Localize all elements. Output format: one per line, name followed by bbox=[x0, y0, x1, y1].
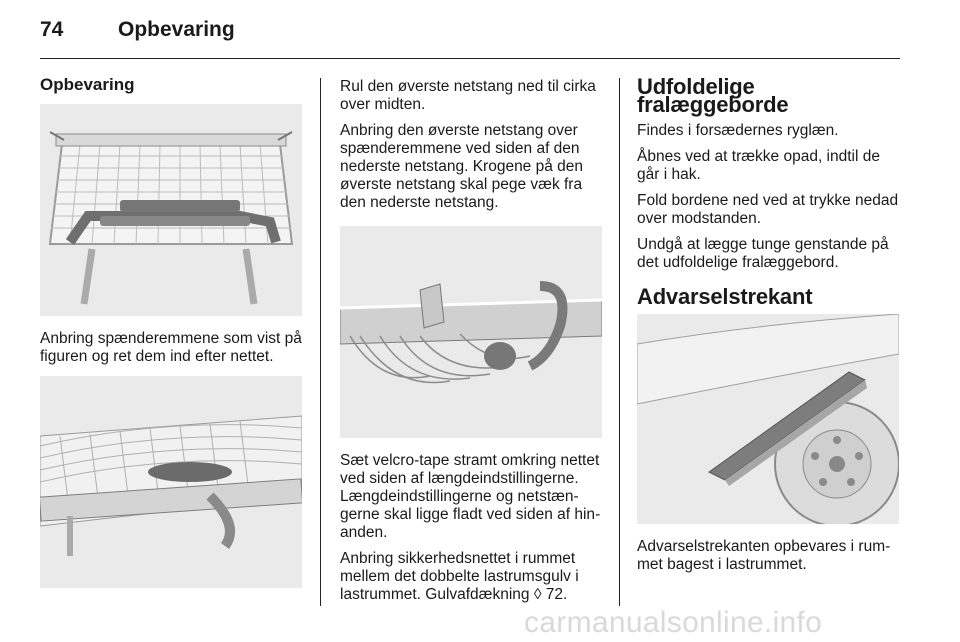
arrow-reference-icon: ◊ bbox=[533, 586, 542, 603]
illustration-velcro bbox=[340, 226, 602, 438]
section-heading: Opbevaring bbox=[40, 75, 135, 94]
header-rule bbox=[40, 58, 900, 59]
illustration-net-rolled bbox=[40, 376, 302, 588]
section-heading-tables: Udfoldelige fralæggeborde bbox=[637, 74, 789, 117]
column-divider-1 bbox=[320, 78, 321, 606]
page-title: Opbevaring bbox=[118, 18, 235, 41]
paragraph bbox=[340, 550, 602, 604]
page-reference: 72. bbox=[541, 586, 568, 603]
column-1 bbox=[40, 76, 305, 588]
paragraph-text: Anbring sikkerhedsnettet i rummet mellem det dobbelte lastrumsgulv i lastrummet. Gulvafdækning bbox=[340, 550, 579, 603]
figure-caption: Advarselstrekanten opbevares i rummet bagest i lastrummet. bbox=[637, 538, 891, 573]
paragraph: Fold bordene ned ved at trykke nedad over modstanden. bbox=[637, 192, 899, 227]
paragraph: Anbring den øverste netstang over spænderemmene ved siden af den nederste netstang. Krogene på den øverste netstang skal pege væk fra den nederste netstang. bbox=[340, 122, 584, 211]
illustration-warning-triangle bbox=[637, 314, 899, 524]
paragraph: Sæt velcro-tape stramt omkring nettet ved siden af længdeindstillingerne. Længdeindstillingerne og netstængerne skal ligge fladt ved siden af hinanden. bbox=[340, 452, 601, 541]
page-number: 74 bbox=[40, 18, 64, 41]
illustration-net-straps bbox=[40, 104, 302, 316]
paragraph: Rul den øverste netstang ned til cirka over midten. bbox=[340, 78, 596, 113]
column-2 bbox=[340, 78, 602, 612]
column-3 bbox=[637, 74, 901, 582]
figure-caption: Anbring spænderemmene som vist på figuren og ret dem ind efter nettet. bbox=[40, 330, 302, 365]
paragraph: Undgå at lægge tunge genstande på det udfoldelige fralæggebord. bbox=[637, 236, 889, 271]
watermark: carmanualsonline.info bbox=[524, 606, 823, 639]
paragraph: Findes i forsædernes ryglæn. bbox=[637, 122, 839, 139]
section-heading-warning-triangle: Advarselstrekant bbox=[637, 284, 813, 309]
column-divider-2 bbox=[619, 78, 620, 606]
paragraph: Åbnes ved at trække opad, indtil de går i hak. bbox=[637, 148, 880, 183]
